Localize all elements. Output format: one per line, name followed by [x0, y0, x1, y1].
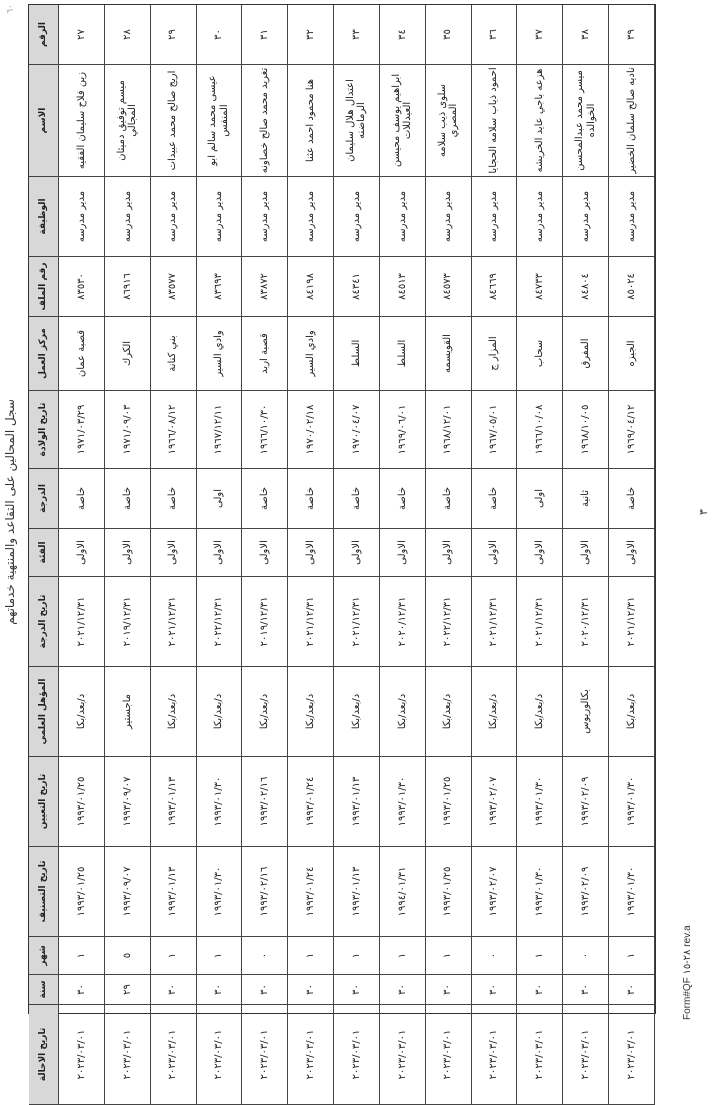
cell-classification-date: ١٩٩٣/٠٢/١٦ [242, 847, 288, 937]
cell-grade-date: ٢٠١٩/١٢/٣١ [242, 577, 288, 667]
cell-appointment-date: ١٩٩٣/٠١/٢٥ [59, 757, 105, 847]
cell-appointment-date: ١٩٩٣/٠١/٣٠ [609, 757, 655, 847]
cell-grade-date: ٢٠٢١/١٢/٣١ [472, 577, 518, 667]
header-appointment-date: تاريخ التعيين [29, 757, 59, 847]
cell-job-title: مدير مدرسه [472, 177, 518, 257]
cell-months: ١ [59, 937, 105, 975]
cell-birth-date: ١٩٦٩/٠٦/٠١ [380, 391, 426, 469]
cell-qualification: د/بعد/بكا [380, 667, 426, 757]
cell-job-title: مدير مدرسه [517, 177, 563, 257]
cell-work-center: السلط [380, 317, 426, 391]
cell-employee-name: هزعه باجي عايد الخريشه [517, 65, 563, 177]
cell-birth-date: ١٩٧٠/٠٢/١٨ [288, 391, 334, 469]
cell-qualification: د/بعد/بكا [288, 667, 334, 757]
header-grade-date: تاريخ الدرجة [29, 577, 59, 667]
cell-qualification: د/بعد/بكا [426, 667, 472, 757]
cell-grade-date: ٢٠٢١/١٢/٣١ [288, 577, 334, 667]
cell-months: ١ [517, 937, 563, 975]
cell-job-title: مدير مدرسه [288, 177, 334, 257]
cell-birth-date: ١٩٦٨/١٠/٠٥ [563, 391, 609, 469]
cell-file-number: ٨٥٠٢٤ [609, 257, 655, 317]
cell-classification-date: ١٩٩٣/٠١/٣٠ [197, 847, 243, 937]
form-code: Form#QF ٢٨-١٥ rev.a [682, 925, 693, 1020]
cell-grade: اولى [517, 469, 563, 529]
cell-file-number: ٨٤٥٧٣ [426, 257, 472, 317]
cell-appointment-date: ١٩٩٣/٠١/٣٠ [517, 757, 563, 847]
cell-classification-date: ١٩٩٣/٠٩/٠٧ [105, 847, 151, 937]
cell-birth-date: ١٩٦٦/٠٨/١٢ [151, 391, 197, 469]
cell-file-number: ٨٤٦٦٩ [472, 257, 518, 317]
cell-job-title: مدير مدرسه [197, 177, 243, 257]
cell-grade: خاصة [105, 469, 151, 529]
cell-employee-name: عيسى محمد سالم ابو المنفس [197, 65, 243, 177]
cell-classification-date: ١٩٩٣/٠١/٢٥ [426, 847, 472, 937]
cell-classification-date: ١٩٩٣/٠٢/٠٩ [563, 847, 609, 937]
cell-file-number: ٨٣٨٧٢ [242, 257, 288, 317]
cell-category: الاولى [334, 529, 380, 577]
cell-classification-date: ١٩٩٣/٠١/٢٤ [288, 847, 334, 937]
cell-grade: ثانية [563, 469, 609, 529]
cell-qualification: بكالوريوس [563, 667, 609, 757]
cell-work-center: قصبة عمان [59, 317, 105, 391]
cell-row-number: ٣٩ [609, 5, 655, 65]
cell-retirement-date: ٢٠٢٣/٠٣/٠١ [59, 1005, 105, 1105]
cell-job-title: مدير مدرسه [59, 177, 105, 257]
cell-years: ٣٠ [517, 975, 563, 1005]
header-birth-date: تاريخ الولادة [29, 391, 59, 469]
cell-work-center: الكرك [105, 317, 151, 391]
cell-grade: خاصة [242, 469, 288, 529]
cell-birth-date: ١٩٦٨/١٢/٠١ [426, 391, 472, 469]
header-retirement-date: تاريخ الاحالة [29, 1005, 59, 1105]
cell-classification-date: ١٩٩٣/٠١/٣٠ [609, 847, 655, 937]
cell-birth-date: ١٩٧٠/٠٤/٠٧ [334, 391, 380, 469]
cell-qualification: د/بعد/بكا [517, 667, 563, 757]
cell-months: ١ [334, 937, 380, 975]
cell-classification-date: ١٩٩٣/٠١/١٣ [151, 847, 197, 937]
cell-appointment-date: ١٩٩٣/٠٢/١٦ [242, 757, 288, 847]
cell-classification-date: ١٩٩٤/٠١/٣١ [380, 847, 426, 937]
cell-file-number: ٨٤٣٤١ [334, 257, 380, 317]
cell-years: ٣٠ [197, 975, 243, 1005]
cell-category: الاولى [563, 529, 609, 577]
cell-years: ٣٠ [59, 975, 105, 1005]
cell-retirement-date: ٢٠٢٣/٠٣/٠١ [472, 1005, 518, 1105]
cell-category: الاولى [59, 529, 105, 577]
cell-employee-name: ميسر محمد عبدالمحسن الخوالده [563, 65, 609, 177]
cell-months: ٥ [105, 937, 151, 975]
cell-category: الاولى [105, 529, 151, 577]
cell-row-number: ٣١ [242, 5, 288, 65]
cell-appointment-date: ١٩٩٣/٠١/١٣ [334, 757, 380, 847]
cell-job-title: مدير مدرسه [563, 177, 609, 257]
cell-file-number: ٨٣٥٣٠ [59, 257, 105, 317]
cell-job-title: مدير مدرسه [151, 177, 197, 257]
cell-retirement-date: ٢٠٢٣/٠٣/٠١ [288, 1005, 334, 1105]
cell-file-number: ٨٤٧٣٣ [517, 257, 563, 317]
cell-work-center: الجيزه [609, 317, 655, 391]
cell-grade: اولى [197, 469, 243, 529]
cell-job-title: مدير مدرسه [380, 177, 426, 257]
cell-work-center: المزار ج [472, 317, 518, 391]
cell-category: الاولى [380, 529, 426, 577]
retirees-table [28, 4, 656, 1082]
cell-qualification: د/بعد/بكا [472, 667, 518, 757]
cell-birth-date: ١٩٧١/٠٣/٢٩ [59, 391, 105, 469]
cell-file-number: ٨٤٨٠٤ [563, 257, 609, 317]
cell-years: ٣٠ [472, 975, 518, 1005]
cell-row-number: ٣٥ [426, 5, 472, 65]
cell-category: الاولى [517, 529, 563, 577]
cell-years: ٣٠ [151, 975, 197, 1005]
cell-retirement-date: ٢٠٢٣/٠٣/٠١ [334, 1005, 380, 1105]
cell-employee-name: زين فلاح سليمان الفقيه [59, 65, 105, 177]
cell-months: ١ [151, 937, 197, 975]
cell-qualification: د/بعد/بكا [151, 667, 197, 757]
cell-category: الاولى [151, 529, 197, 577]
cell-qualification: ماجستير [105, 667, 151, 757]
cell-retirement-date: ٢٠٢٣/٠٣/٠١ [242, 1005, 288, 1105]
header-employee-name: الاسم [29, 65, 59, 177]
cell-grade-date: ٢٠٢١/١٢/٣١ [151, 577, 197, 667]
cell-appointment-date: ١٩٩٣/٠١/٣٠ [197, 757, 243, 847]
cell-years: ٢٩ [105, 975, 151, 1005]
cell-months: ١ [380, 937, 426, 975]
cell-months: ٠ [472, 937, 518, 975]
cell-retirement-date: ٢٠٢٣/٠٣/٠١ [197, 1005, 243, 1105]
cell-row-number: ٣٦ [472, 5, 518, 65]
header-row-number: الرقم [29, 5, 59, 65]
cell-job-title: مدير مدرسه [242, 177, 288, 257]
cell-work-center: القويسمه [426, 317, 472, 391]
cell-row-number: ٣٠ [197, 5, 243, 65]
cell-file-number: ٨٤٥١٣ [380, 257, 426, 317]
cell-retirement-date: ٢٠٢٣/٠٣/٠١ [105, 1005, 151, 1105]
cell-category: الاولى [242, 529, 288, 577]
cell-work-center: وادي السير [288, 317, 334, 391]
cell-job-title: مدير مدرسه [334, 177, 380, 257]
cell-employee-name: ناديه صالح سلمان الخضير [609, 65, 655, 177]
cell-grade: خاصة [288, 469, 334, 529]
cell-years: ٣٠ [426, 975, 472, 1005]
header-work-center: مركز العمل [29, 317, 59, 391]
cell-grade: خاصة [426, 469, 472, 529]
cell-row-number: ٣٤ [380, 5, 426, 65]
cell-job-title: مدير مدرسه [426, 177, 472, 257]
cell-employee-name: ميسم توفيق دميثان المجالي [105, 65, 151, 177]
header-years: سنة [29, 975, 59, 1005]
cell-work-center: المفرق [563, 317, 609, 391]
cell-appointment-date: ١٩٩٣/٠٩/٠٧ [105, 757, 151, 847]
cell-classification-date: ١٩٩٣/٠١/٢٥ [59, 847, 105, 937]
cell-work-center: بني كنانة [151, 317, 197, 391]
cell-appointment-date: ١٩٩٣/٠١/١٣ [151, 757, 197, 847]
cell-grade: خاصة [59, 469, 105, 529]
cell-months: ٠ [242, 937, 288, 975]
cell-appointment-date: ١٩٩٣/٠٢/٠٩ [563, 757, 609, 847]
cell-years: ٣٠ [288, 975, 334, 1005]
cell-birth-date: ١٩٦٩/٠٤/١٢ [609, 391, 655, 469]
header-months: شهر [29, 937, 59, 975]
cell-row-number: ٢٧ [59, 5, 105, 65]
cell-row-number: ٣٣ [334, 5, 380, 65]
cell-grade-date: ٢٠٢١/١٢/٣١ [59, 577, 105, 667]
cell-grade: خاصة [334, 469, 380, 529]
cell-birth-date: ١٩٧١/٠٩/٠٣ [105, 391, 151, 469]
cell-employee-name: ابراهيم يوسف محيسن العبدللات [380, 65, 426, 177]
cell-years: ٣٠ [334, 975, 380, 1005]
cell-qualification: د/بعد/بكا [197, 667, 243, 757]
cell-qualification: د/بعد/بكا [334, 667, 380, 757]
cell-category: الاولى [197, 529, 243, 577]
cell-grade-date: ٢٠٢٠/١٢/٣١ [563, 577, 609, 667]
cell-birth-date: ١٩٦٦/١٠/٠٨ [517, 391, 563, 469]
cell-retirement-date: ٢٠٢٣/٠٣/٠١ [380, 1005, 426, 1105]
cell-retirement-date: ٢٠٢٣/٠٣/٠١ [563, 1005, 609, 1105]
header-classification-date: تاريخ التصنيف [29, 847, 59, 937]
cell-years: ٣٠ [563, 975, 609, 1005]
cell-years: ٣٠ [609, 975, 655, 1005]
cell-grade: خاصة [472, 469, 518, 529]
cell-file-number: ٨٣٥٧٧ [151, 257, 197, 317]
cell-grade-date: ٢٠٢٢/١٢/٣١ [426, 577, 472, 667]
cell-grade-date: ٢٠٢٠/١٢/٣١ [380, 577, 426, 667]
cell-category: الاولى [426, 529, 472, 577]
cell-work-center: السلط [334, 317, 380, 391]
cell-grade-date: ٢٠٢١/١٢/٣١ [609, 577, 655, 667]
cell-grade: خاصة [380, 469, 426, 529]
cell-retirement-date: ٢٠٢٣/٠٣/٠١ [609, 1005, 655, 1105]
cell-retirement-date: ٢٠٢٣/٠٣/٠١ [426, 1005, 472, 1105]
cell-classification-date: ١٩٩٣/٠١/٣٠ [517, 847, 563, 937]
cell-work-center: قصبة اربد [242, 317, 288, 391]
cell-row-number: ٣٢ [288, 5, 334, 65]
cell-years: ٣٠ [242, 975, 288, 1005]
cell-grade: خاصة [609, 469, 655, 529]
cell-row-number: ٢٨ [105, 5, 151, 65]
page-number: ٣ [697, 509, 710, 515]
cell-months: ١ [609, 937, 655, 975]
cell-months: ٠ [563, 937, 609, 975]
cell-qualification: د/بعد/بكا [59, 667, 105, 757]
cell-file-number: ٨٣٦٩٣ [197, 257, 243, 317]
cell-classification-date: ١٩٩٣/٠١/١٣ [334, 847, 380, 937]
cell-months: ١ [197, 937, 243, 975]
cell-row-number: ٣٨ [563, 5, 609, 65]
cell-work-center: وادي السير [197, 317, 243, 391]
cell-file-number: ٨٦٩١٦ [105, 257, 151, 317]
cell-birth-date: ١٩٦٧/١٢/١١ [197, 391, 243, 469]
cell-job-title: مدير مدرسه [105, 177, 151, 257]
cell-employee-name: احمود ذياب سلامه الحجايا [472, 65, 518, 177]
cell-birth-date: ١٩٦٦/١٠/٣٠ [242, 391, 288, 469]
cell-retirement-date: ٢٠٢٣/٠٣/٠١ [517, 1005, 563, 1105]
header-grade: الدرجة [29, 469, 59, 529]
cell-employee-name: هنا محمود احمد عثنا [288, 65, 334, 177]
cell-grade-date: ٢٠٢١/١٢/٣١ [517, 577, 563, 667]
header-file-number: رقم الملف [29, 257, 59, 317]
cell-retirement-date: ٢٠٢٣/٠٣/٠١ [151, 1005, 197, 1105]
cell-job-title: مدير مدرسه [609, 177, 655, 257]
cell-classification-date: ١٩٩٣/٠٢/٠٧ [472, 847, 518, 937]
cell-row-number: ٣٧ [517, 5, 563, 65]
document-title: سجل المحالين على التقاعد والمنتهية خدماتهم [3, 399, 17, 625]
cell-work-center: سحاب [517, 317, 563, 391]
cell-employee-name: اعتدال هلال سليمان الرماضنه [334, 65, 380, 177]
cell-months: ١ [288, 937, 334, 975]
cell-row-number: ٢٩ [151, 5, 197, 65]
cell-appointment-date: ١٩٩٣/٠١/٢٥ [426, 757, 472, 847]
header-job-title: الوظيفة [29, 177, 59, 257]
cell-file-number: ٨٤١٩٨ [288, 257, 334, 317]
cell-category: الاولى [288, 529, 334, 577]
cell-category: الاولى [609, 529, 655, 577]
cell-birth-date: ١٩٦٧/٠٥/٠١ [472, 391, 518, 469]
cell-years: ٣٠ [380, 975, 426, 1005]
cell-grade-date: ٢٠٢٢/١٢/٣١ [197, 577, 243, 667]
cell-grade-date: ٢٠٢١/١٢/٣١ [334, 577, 380, 667]
cell-months: ١ [426, 937, 472, 975]
header-category: الفئة [29, 529, 59, 577]
cell-appointment-date: ١٩٩٣/٠٢/٠٧ [472, 757, 518, 847]
cell-employee-name: اريج صالح محمد عبيدات [151, 65, 197, 177]
cell-appointment-date: ١٩٩٣/٠١/٣٠ [380, 757, 426, 847]
cell-qualification: د/بعد/بكا [609, 667, 655, 757]
cell-qualification: د/بعد/بكا [242, 667, 288, 757]
cell-appointment-date: ١٩٩٣/٠١/٢٤ [288, 757, 334, 847]
cell-employee-name: سلوى ذيب سلامه المصري [426, 65, 472, 177]
header-qualification: المؤهل العلمي [29, 667, 59, 757]
corner-mark: ٦٠ [6, 4, 16, 14]
cell-grade: خاصة [151, 469, 197, 529]
cell-grade-date: ٢٠١٩/١٢/٣١ [105, 577, 151, 667]
cell-category: الاولى [472, 529, 518, 577]
cell-employee-name: تغريد محمد صالح خصاونه [242, 65, 288, 177]
